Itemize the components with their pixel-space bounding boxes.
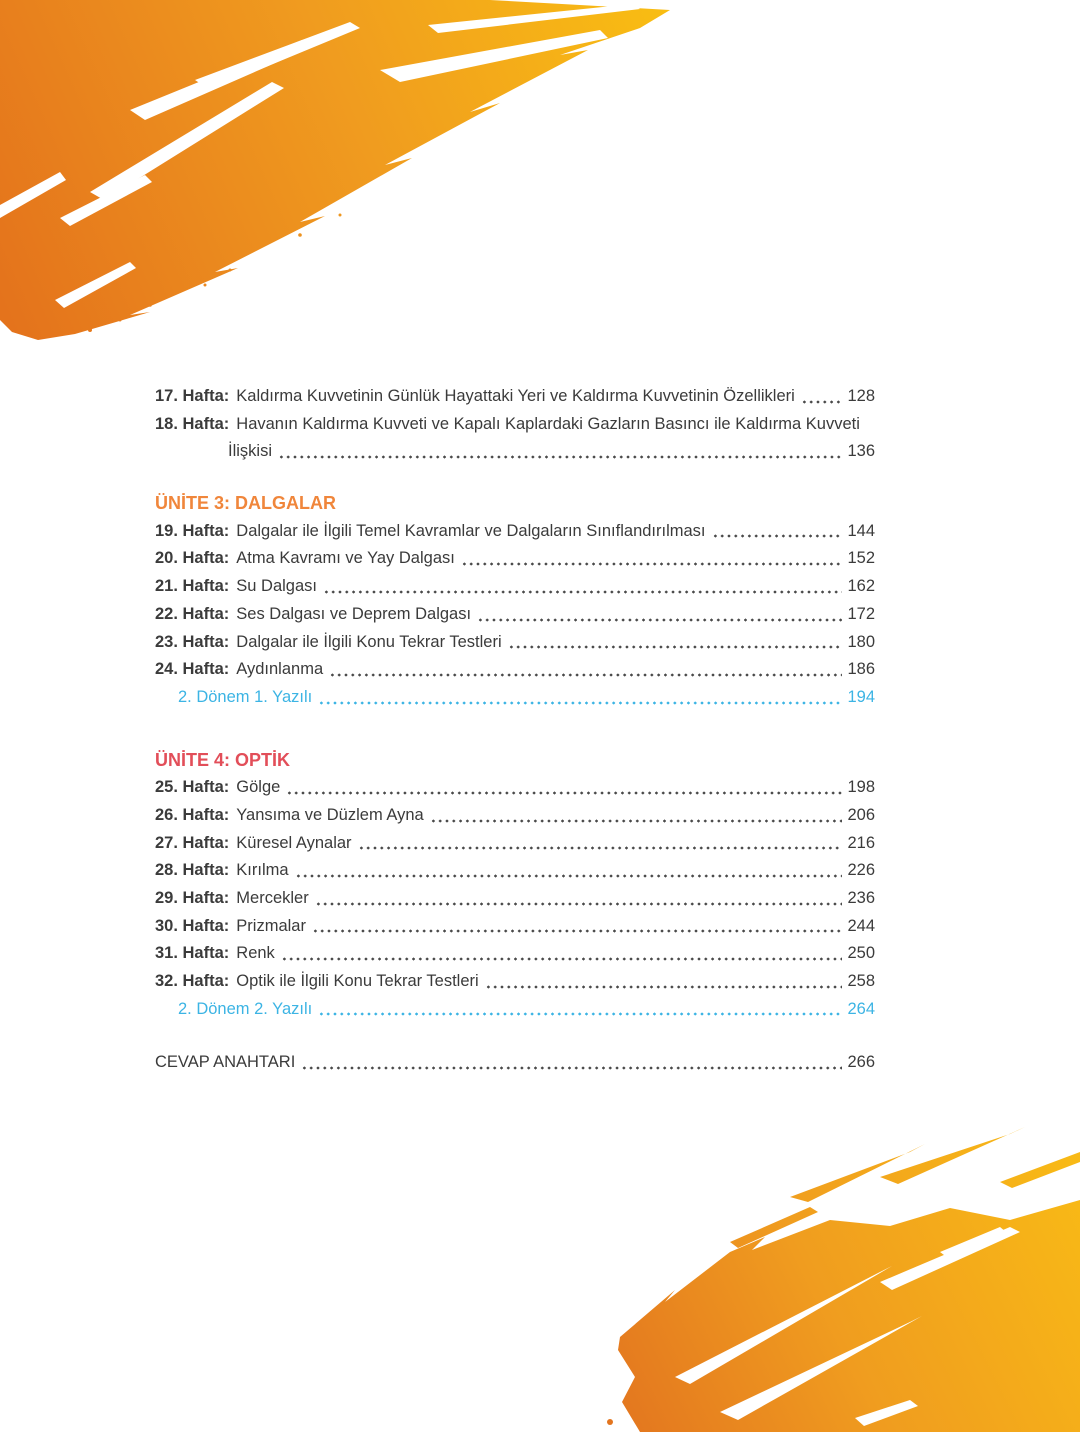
dot-leader (315, 902, 843, 906)
entry-label: 27. Hafta: (155, 833, 230, 852)
entry-title: Kaldırma Kuvvetinin Günlük Hayattaki Yeri ve Kaldırma Kuvvetinin Özellikleri (236, 387, 795, 405)
dot-leader (329, 673, 842, 677)
page-number: 236 (847, 889, 875, 907)
page-number: 144 (847, 521, 875, 540)
toc-row-exam (155, 996, 875, 1024)
dot-leader (312, 929, 843, 933)
entry-label: 28. Hafta: (155, 861, 230, 880)
entry-title: Kırılma (236, 861, 289, 880)
entry-label: 25. Hafta: (155, 778, 230, 797)
answer-key-label: CEVAP ANAHTARI (155, 1053, 296, 1072)
page-number: 172 (847, 604, 875, 623)
entry-label: 22. Hafta: (155, 604, 230, 623)
entry-title: Renk (236, 944, 275, 963)
exam-title: 2. Dönem 1. Yazılı (178, 687, 313, 706)
brush-stroke-top-left-icon (0, 0, 672, 340)
dot-leader (430, 819, 843, 823)
page-number: 244 (847, 916, 875, 935)
page-number: 198 (847, 778, 875, 797)
page-number: 264 (847, 999, 875, 1018)
entry-label: 18. Hafta: (155, 414, 230, 433)
entry-label: 17. Hafta: (155, 387, 230, 405)
toc-row (155, 573, 875, 601)
page-number: 186 (847, 660, 875, 679)
entry-title: Dalgalar ile İlgili Temel Kavramlar ve Dalgaların Sınıflandırılması (236, 521, 706, 540)
brush-stroke-bottom-right-icon (580, 1122, 1080, 1432)
entry-title: Dalgalar ile İlgili Konu Tekrar Testleri (236, 632, 502, 651)
entry-title-continuation: İlişkisi (228, 442, 272, 461)
entry-title: Yansıma ve Düzlem Ayna (236, 805, 424, 824)
toc-row-exam (155, 684, 875, 712)
entry-label: 24. Hafta: (155, 660, 230, 679)
dot-leader (286, 791, 842, 795)
entry-title: Optik ile İlgili Konu Tekrar Testleri (236, 972, 479, 991)
entry-label: 31. Hafta: (155, 944, 230, 963)
page-number: 136 (847, 442, 875, 461)
toc-row (155, 774, 875, 802)
toc-row (155, 802, 875, 830)
dot-leader (461, 562, 843, 566)
dot-leader (358, 846, 843, 850)
entry-title: Mercekler (236, 889, 309, 907)
page-number: 216 (847, 833, 875, 852)
dot-leader (508, 645, 843, 649)
entry-label: 30. Hafta: (155, 916, 230, 935)
page-number: 152 (847, 549, 875, 568)
page-number: 162 (847, 577, 875, 596)
page-number: 266 (847, 1053, 875, 1072)
dot-leader (712, 534, 843, 538)
answer-key-row (155, 1049, 875, 1077)
toc-row (155, 830, 875, 858)
dot-leader (318, 1012, 842, 1016)
toc-row (155, 629, 875, 657)
entry-title: Prizmalar (236, 916, 306, 935)
dot-leader (278, 455, 842, 459)
section-heading: ÜNİTE 3: DALGALAR (155, 493, 336, 514)
page-number: 128 (847, 387, 875, 405)
dot-leader (281, 957, 843, 961)
dot-leader (318, 701, 842, 705)
entry-label: 23. Hafta: (155, 632, 230, 651)
toc-row (155, 411, 875, 439)
toc-row (155, 913, 875, 941)
entry-label: 20. Hafta: (155, 549, 230, 568)
entry-label: 32. Hafta: (155, 972, 230, 991)
entry-title: Su Dalgası (236, 577, 317, 596)
toc-row (155, 656, 875, 684)
page-number: 258 (847, 972, 875, 991)
dot-leader (301, 1066, 842, 1070)
toc-row (155, 545, 875, 573)
toc-row (155, 383, 875, 411)
toc-row-continuation (155, 438, 875, 466)
entry-label: 26. Hafta: (155, 805, 230, 824)
toc-row (155, 857, 875, 885)
entry-title: Havanın Kaldırma Kuvveti ve Kapalı Kaplardaki Gazların Basıncı ile Kaldırma Kuvveti (236, 414, 860, 433)
entry-title: Atma Kavramı ve Yay Dalgası (236, 549, 455, 568)
toc-row (155, 518, 875, 546)
entry-label: 21. Hafta: (155, 577, 230, 596)
page-number: 226 (847, 861, 875, 880)
toc-row (155, 968, 875, 996)
exam-title: 2. Dönem 2. Yazılı (178, 999, 313, 1018)
entry-title: Aydınlanma (236, 660, 324, 679)
page-number: 250 (847, 944, 875, 963)
dot-leader (295, 874, 843, 878)
toc-row (155, 601, 875, 629)
page-number: 194 (847, 687, 875, 706)
page-number: 180 (847, 632, 875, 651)
entry-title: Ses Dalgası ve Deprem Dalgası (236, 604, 472, 623)
dot-leader (323, 590, 842, 594)
entry-label: 29. Hafta: (155, 889, 230, 907)
table-of-contents (155, 383, 875, 1077)
entry-title: Küresel Aynalar (236, 833, 352, 852)
dot-leader (801, 400, 843, 404)
page-number: 206 (847, 805, 875, 824)
section-heading: ÜNİTE 4: OPTİK (155, 749, 291, 770)
toc-row (155, 885, 875, 913)
entry-title: Gölge (236, 778, 281, 797)
dot-leader (477, 618, 842, 622)
toc-row (155, 940, 875, 968)
entry-label: 19. Hafta: (155, 521, 230, 540)
dot-leader (485, 985, 843, 989)
